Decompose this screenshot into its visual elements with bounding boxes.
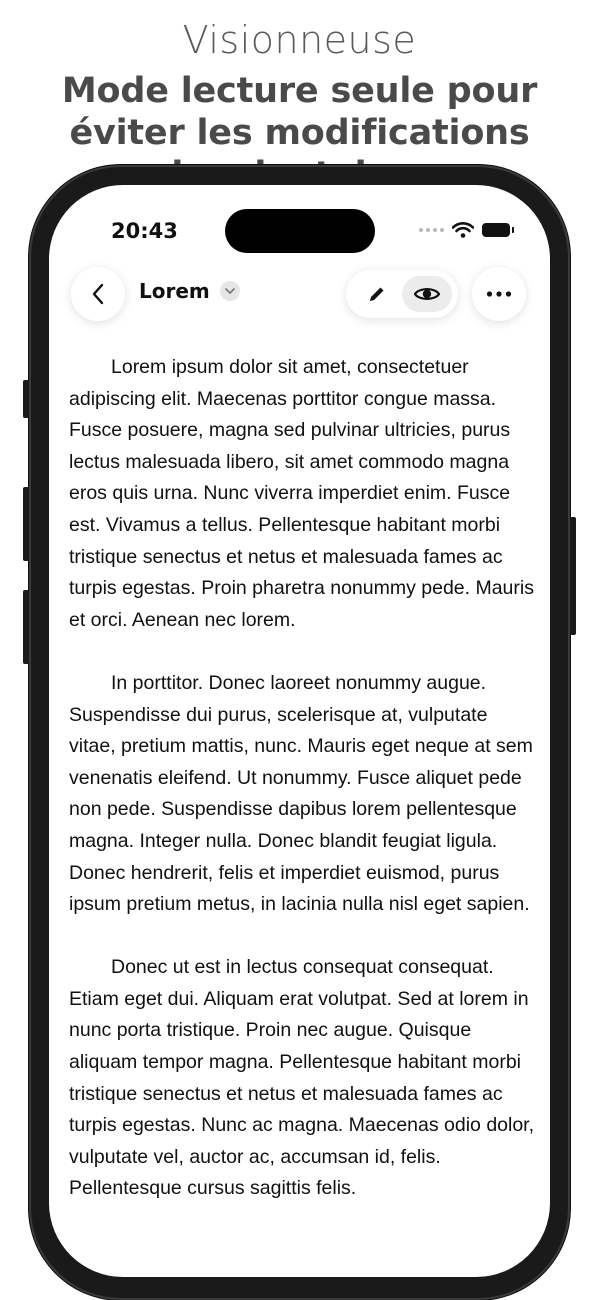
edit-mode-button[interactable] xyxy=(352,276,402,312)
promo-headline: Mode lecture seule pour éviter les modifications xyxy=(61,71,538,153)
action-button xyxy=(23,380,29,418)
paragraph-3: Donec ut est in lectus consequat consequat. Etiam eget dui. Aliquam erat volutpat. Sed at lorem in nunc porta tristique. Proin nec augue. Quisque aliquam tempor magna. Pellentesque habitant morbi tristique senectus et netus et malesuada fames ac turpis egestas. Nunc ac magna. Maecenas odio dolor, vulputate vel, auctor ac, accumsan id, felis. Pellentesque cursus sagittis felis. xyxy=(69,956,535,1200)
chevron-down-icon xyxy=(220,281,240,301)
status-time: 20:43 xyxy=(111,219,178,243)
more-options-button[interactable] xyxy=(472,267,526,321)
document-body[interactable] xyxy=(69,352,539,1237)
status-icons xyxy=(419,219,510,241)
edit-view-mode-toggle xyxy=(346,270,458,318)
signal-dots-icon xyxy=(419,228,444,232)
volume-up-button xyxy=(23,487,29,561)
power-button xyxy=(570,517,576,635)
phone-frame xyxy=(29,165,570,1300)
ellipsis-icon xyxy=(486,291,512,297)
promo-kicker: Visionneuse xyxy=(182,18,417,62)
eye-icon xyxy=(413,285,441,303)
paragraph-2: In porttitor. Donec laoreet nonummy augue. Suspendisse dui purus, scelerisque at, vulputate vitae, pretium mattis, nunc. Mauris eget neque at sem venenatis eleifend. Ut nonummy. Fusce aliquet pede non pede. Suspendisse dapibus lorem pellentesque magna. Integer nulla. Donec blandit feugiat ligula. Donec hendrerit, felis et imperdiet euismod, purus ipsum pretium metus, in lacinia nulla nisl eget sapien. xyxy=(69,671,533,916)
back-button[interactable] xyxy=(71,267,125,321)
volume-down-button xyxy=(23,590,29,664)
pencil-icon xyxy=(367,284,387,304)
wifi-icon xyxy=(452,222,474,238)
phone-screen xyxy=(49,185,550,1277)
paragraph-1: Lorem ipsum dolor sit amet, consectetuer adipiscing elit. Maecenas porttitor congue massa. Fusce posuere, magna sed pulvinar ultricies, purus lectus malesuada libero, sit amet commodo magna eros quis urna. Nunc viverra imperdiet enim. Fusce est. Vivamus a tellus. Pellentesque habitant morbi tristique senectus et netus et malesuada fames ac turpis egestas. Proin pharetra nonummy pede. Mauris et orci. Aenean nec lorem. xyxy=(69,356,534,631)
chevron-left-icon xyxy=(91,283,105,305)
document-toolbar xyxy=(49,265,550,323)
dynamic-island xyxy=(225,209,375,253)
document-title: Lorem xyxy=(139,279,210,303)
document-title-menu[interactable] xyxy=(139,279,240,303)
battery-icon xyxy=(482,223,510,237)
view-mode-button[interactable] xyxy=(402,276,452,312)
